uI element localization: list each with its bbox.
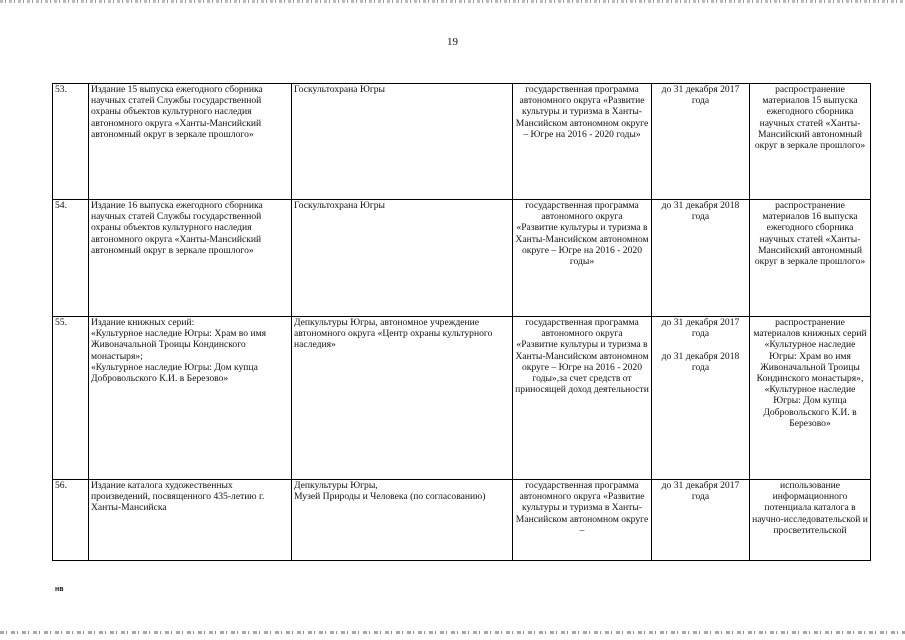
page-number: 19 — [447, 36, 458, 48]
deadline-cell: до 31 декабря 2018 года — [652, 200, 750, 317]
executor-cell: Госкультохрана Югры — [292, 84, 513, 200]
plan-table — [52, 83, 871, 561]
funding-source-cell: государственная программа автономного округа «Развитие культуры и туризма в Ханты-Мансийском автономном округе – Югре на 2016 - 2020 годы» — [513, 84, 652, 200]
event-cell: Издание 15 выпуска ежегодного сборника научных статей Службы государственной охраны объектов культурного наследия автономного округа «Ханты-Мансийский автономный округ в зеркале прошлого» — [89, 84, 292, 200]
funding-source-cell: государственная программа автономного округа «Развитие культуры и туризма в Ханты-Мансийском автономном округе – — [513, 480, 652, 561]
footer-mark: нв — [55, 586, 64, 593]
executor-cell: Депкультуры Югры, Музей Природы и Человека (по согласованию) — [292, 480, 513, 561]
funding-source-cell: государственная программа автономного округа «Развитие культуры и туризма в Ханты-Мансийском автономном округе – Югре на 2016 - 2020 годы» — [513, 200, 652, 317]
row-number: 54. — [53, 200, 89, 317]
deadline-cell: до 31 декабря 2017 года — [652, 84, 750, 200]
result-cell: распространение материалов 15 выпуска ежегодного сборника научных статей «Ханты-Мансийский автономный округ в зеркале прошлого» — [750, 84, 871, 200]
table-row — [53, 480, 871, 561]
funding-source-cell: государственная программа автономного округа «Развитие культуры и туризма в Ханты-Мансийском автономном округе – Югре на 2016 - 2020 годы»,за счет средств от приносящей доход деятельности — [513, 317, 652, 480]
scan-edge-top — [0, 0, 905, 3]
scan-edge-bottom — [0, 631, 905, 634]
result-cell: использование информационного потенциала каталога в научно-исследовательской и просветительской — [750, 480, 871, 561]
executor-cell: Госкультохрана Югры — [292, 200, 513, 317]
executor-cell: Депкультуры Югры, автономное учреждение автономного округа «Центр охраны культурного наследия» — [292, 317, 513, 480]
event-cell: Издание каталога художественных произведений, посвященного 435-летию г. Ханты-Мансийска — [89, 480, 292, 561]
table-row — [53, 317, 871, 480]
row-number: 53. — [53, 84, 89, 200]
deadline-cell: до 31 декабря 2017 года — [652, 480, 750, 561]
table-row — [53, 84, 871, 200]
result-cell: распространение материалов книжных серий «Культурное наследие Югры: Храм во имя Живоначальной Троицы Кондинского монастыря», «Культурное наследие Югры: Дом купца Добровольского К.И. в Березово» — [750, 317, 871, 480]
deadline-cell: до 31 декабря 2017 года до 31 декабря 2018 года — [652, 317, 750, 480]
result-cell: распространение материалов 16 выпуска ежегодного сборника научных статей «Ханты-Мансийский автономный округ в зеркале прошлого» — [750, 200, 871, 317]
table-row — [53, 200, 871, 317]
row-number: 55. — [53, 317, 89, 480]
event-cell: Издание 16 выпуска ежегодного сборника научных статей Службы государственной охраны объектов культурного наследия автономного округа «Ханты-Мансийский автономный округ в зеркале прошлого» — [89, 200, 292, 317]
row-number: 56. — [53, 480, 89, 561]
event-cell: Издание книжных серий: «Культурное наследие Югры: Храм во имя Живоначальной Троицы Кондинского монастыря»; «Культурное наследие Югры: Дом купца Добровольского К.И. в Березово» — [89, 317, 292, 480]
